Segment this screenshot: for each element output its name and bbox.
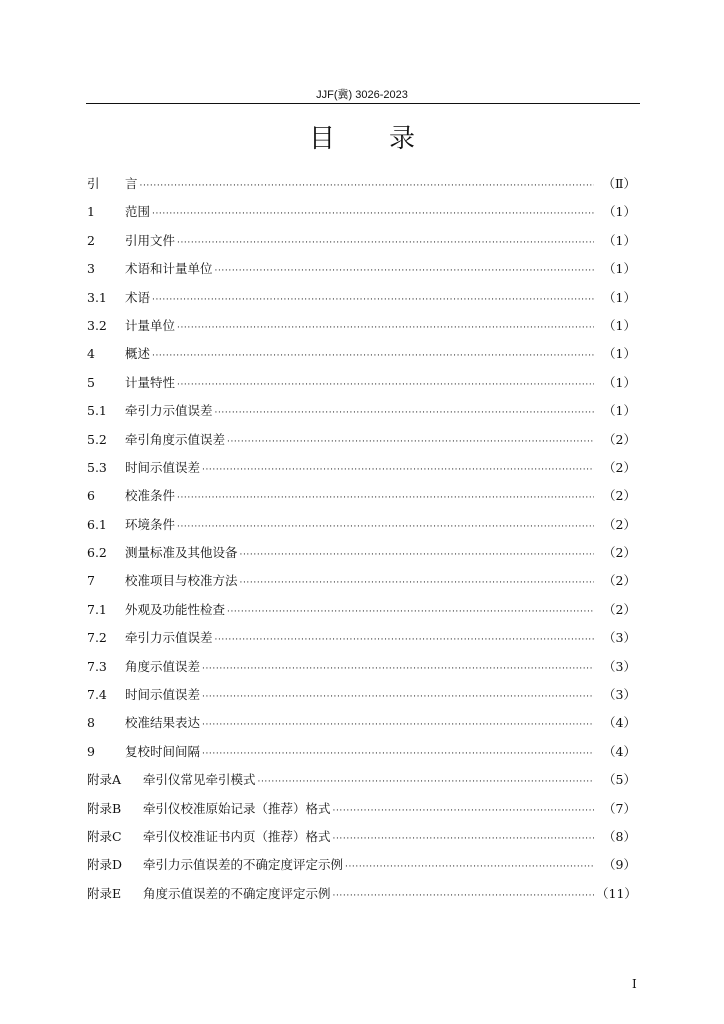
toc-entry-number: 6.2 (87, 545, 107, 561)
toc-entry-label: 范围 (125, 204, 151, 220)
toc-entry[interactable] (87, 454, 636, 482)
toc-dot-leader (215, 626, 594, 654)
toc-entry-number: 附录B (87, 800, 122, 816)
toc-entry-page: （3） (603, 658, 636, 674)
toc-entry-number: 7.4 (87, 687, 107, 703)
toc-entry[interactable] (87, 227, 636, 255)
toc-entry-number: 7 (87, 573, 95, 589)
toc-entry-number: 7.3 (87, 658, 107, 674)
toc-entry-page: （4） (603, 715, 636, 731)
toc-entry-label: 环境条件 (125, 516, 176, 532)
page-title-first-char: 目 (308, 124, 335, 154)
toc-entry[interactable] (87, 312, 636, 340)
toc-dot-leader (177, 371, 594, 399)
toc-entry-number: 2 (87, 232, 95, 248)
toc-entry-label: 时间示值误差 (125, 687, 201, 703)
toc-dot-leader (177, 513, 594, 541)
page-title-second-char: 录 (389, 124, 416, 154)
toc-dot-leader (202, 655, 594, 683)
toc-entry-label: 牵引角度示值误差 (125, 431, 226, 447)
toc-entry-label: 角度示值误差 (125, 658, 201, 674)
toc-entry-page: （2） (603, 459, 636, 475)
toc-entry-page: （1） (603, 403, 636, 419)
toc-entry-number: 9 (87, 743, 95, 759)
toc-entry[interactable] (87, 426, 636, 454)
toc-entry-page: （1） (603, 374, 636, 390)
toc-entry-label: 术语 (125, 289, 151, 305)
toc-entry-label: 计量特性 (125, 374, 176, 390)
toc-entry-label: 校准条件 (125, 488, 176, 504)
toc-entry-page: （4） (603, 743, 636, 759)
toc-entry[interactable] (87, 567, 636, 595)
toc-entry-label: 复校时间间隔 (125, 743, 201, 759)
page-number: I (632, 977, 637, 991)
toc-entry-label: 外观及功能性检查 (125, 601, 226, 617)
toc-entry-label: 校准结果表达 (125, 715, 201, 731)
toc-entry-number: 5.3 (87, 459, 107, 475)
toc-entry-page: （11） (596, 885, 637, 901)
toc-dot-leader (227, 598, 594, 626)
toc-dot-leader (333, 882, 594, 910)
toc-entry[interactable] (87, 596, 636, 624)
toc-entry-number: 附录A (87, 772, 122, 788)
toc-dot-leader (240, 541, 594, 569)
toc-entry-label: 测量标准及其他设备 (125, 545, 238, 561)
toc-dot-leader (202, 456, 594, 484)
toc-dot-leader (177, 484, 594, 512)
toc-entry[interactable] (87, 511, 636, 539)
toc-entry-number: 3 (87, 261, 95, 277)
toc-entry[interactable] (87, 539, 636, 567)
toc-entry-label: 引用文件 (125, 232, 176, 248)
toc-dot-leader (215, 399, 594, 427)
toc-entry[interactable] (87, 397, 636, 425)
toc-entry[interactable] (87, 795, 636, 823)
toc-entry-page: （1） (603, 204, 636, 220)
toc-entry-number: 引 (87, 176, 113, 191)
toc-dot-leader (152, 200, 594, 228)
table-of-contents (87, 170, 636, 908)
toc-entry-page: （1） (603, 232, 636, 248)
toc-entry-label: 言 (125, 176, 138, 191)
toc-entry-number: 7.2 (87, 630, 107, 646)
toc-entry-label: 牵引力示值误差的不确定度评定示例 (143, 857, 344, 873)
toc-entry[interactable] (87, 624, 636, 652)
toc-entry-page: （8） (603, 828, 636, 844)
toc-entry-number: 8 (87, 715, 95, 731)
toc-entry-number: 6.1 (87, 516, 107, 532)
toc-entry-page: （1） (603, 346, 636, 362)
toc-entry[interactable] (87, 738, 636, 766)
toc-entry-label: 时间示值误差 (125, 459, 201, 475)
toc-entry-label: 计量单位 (125, 317, 176, 333)
toc-entry-page: （2） (603, 545, 636, 561)
toc-entry-page: （7） (603, 800, 636, 816)
toc-entry[interactable] (87, 851, 636, 879)
toc-dot-leader (152, 342, 594, 370)
toc-entry-label: 牵引仪常见牵引模式 (143, 772, 256, 788)
toc-entry-number: 附录C (87, 828, 122, 844)
toc-entry-page: （2） (603, 601, 636, 617)
toc-dot-leader (215, 257, 594, 285)
toc-entry-page: （5） (603, 772, 636, 788)
toc-entry[interactable] (87, 653, 636, 681)
toc-dot-leader (227, 428, 594, 456)
toc-entry-page: （2） (603, 516, 636, 532)
toc-dot-leader (240, 569, 594, 597)
toc-entry[interactable] (87, 709, 636, 737)
toc-entry[interactable] (87, 198, 636, 226)
toc-entry-number: 附录D (87, 857, 123, 873)
toc-entry[interactable] (87, 766, 636, 794)
toc-entry-number: 6 (87, 488, 95, 504)
toc-entry[interactable] (87, 880, 636, 908)
toc-dot-leader (345, 853, 594, 881)
toc-entry-number: 5 (87, 374, 95, 390)
toc-entry-number: 4 (87, 346, 95, 362)
header-rule (86, 103, 640, 104)
toc-entry[interactable] (87, 482, 636, 510)
toc-entry-label: 牵引力示值误差 (125, 403, 213, 419)
toc-entry-label: 牵引仪校准原始记录（推荐）格式 (143, 800, 331, 816)
toc-entry-page: （3） (603, 630, 636, 646)
toc-dot-leader (202, 683, 594, 711)
toc-entry-number: 1 (87, 204, 95, 220)
toc-entry-number: 3.2 (87, 317, 107, 333)
toc-entry[interactable] (87, 681, 636, 709)
toc-dot-leader (202, 740, 594, 768)
toc-entry-page: （9） (603, 857, 636, 873)
toc-entry-page: （1） (603, 289, 636, 305)
toc-entry-page: （1） (603, 261, 636, 277)
toc-entry-label: 牵引仪校准证书内页（推荐）格式 (143, 828, 331, 844)
toc-dot-leader (202, 711, 594, 739)
toc-dot-leader (177, 229, 594, 257)
toc-dot-leader (140, 172, 594, 200)
toc-entry-label: 校准项目与校准方法 (125, 573, 238, 589)
toc-dot-leader (333, 797, 594, 825)
toc-dot-leader (258, 768, 594, 796)
toc-entry-page: （Ⅱ） (602, 176, 636, 191)
toc-entry-label: 术语和计量单位 (125, 261, 213, 277)
toc-dot-leader (333, 825, 594, 853)
toc-dot-leader (177, 314, 594, 342)
toc-entry-number: 5.1 (87, 403, 107, 419)
toc-entry-page: （2） (603, 431, 636, 447)
toc-entry[interactable] (87, 170, 636, 198)
document-code: JJF(冀) 3026-2023 (316, 89, 408, 101)
toc-entry-label: 角度示值误差的不确定度评定示例 (143, 885, 331, 901)
toc-entry-page: （3） (603, 687, 636, 703)
toc-entry[interactable] (87, 823, 636, 851)
toc-entry[interactable] (87, 369, 636, 397)
toc-entry-number: 3.1 (87, 289, 107, 305)
toc-entry[interactable] (87, 284, 636, 312)
toc-entry-page: （2） (603, 488, 636, 504)
toc-entry-number: 附录E (87, 885, 122, 901)
toc-dot-leader (152, 286, 594, 314)
toc-entry-page: （2） (603, 573, 636, 589)
toc-entry-label: 牵引力示值误差 (125, 630, 213, 646)
toc-entry-number: 5.2 (87, 431, 107, 447)
toc-entry-number: 7.1 (87, 601, 107, 617)
toc-entry[interactable] (87, 255, 636, 283)
page-title (0, 118, 724, 155)
toc-entry-page: （1） (603, 317, 636, 333)
toc-entry[interactable] (87, 340, 636, 368)
toc-entry-label: 概述 (125, 346, 151, 362)
